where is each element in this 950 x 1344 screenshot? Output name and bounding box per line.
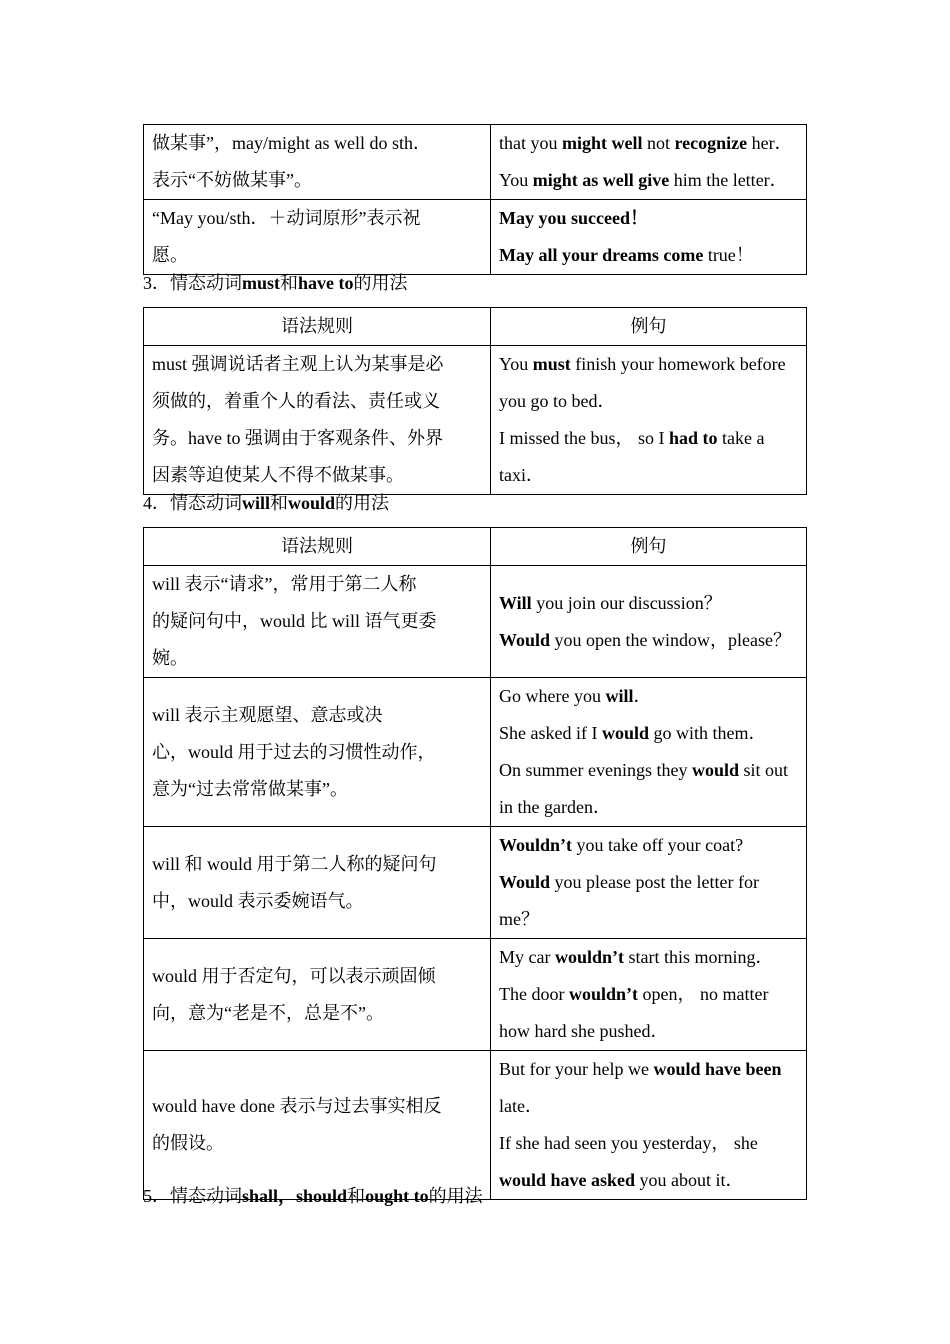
text-run: that you <box>499 133 562 153</box>
text-run: start this morning． <box>624 947 774 967</box>
text-run: She asked if I <box>499 723 602 743</box>
section-3-heading <box>143 271 408 295</box>
emphasis-text: ought to <box>365 1186 429 1206</box>
example-line <box>499 864 798 901</box>
text-run: sit out <box>739 760 789 780</box>
text-run: On summer evenings they <box>499 760 692 780</box>
emphasis-text: recognize <box>674 133 748 153</box>
example-line <box>499 420 798 457</box>
example-line <box>499 789 798 826</box>
text-run: My car <box>499 947 555 967</box>
text-run: I missed the bus， so I <box>499 428 669 448</box>
text-run: 5．情态动词 <box>143 1186 242 1206</box>
text-run: 和 <box>270 493 289 513</box>
table-will-would <box>143 527 807 1200</box>
text-run: how hard she pushed． <box>499 1021 669 1041</box>
emphasis-text: will <box>605 686 634 706</box>
table-may-might <box>143 124 807 275</box>
example-cell <box>491 1051 807 1200</box>
rule-line: 愿。 <box>152 245 188 265</box>
emphasis-text: would <box>288 493 336 513</box>
table-row <box>144 678 807 827</box>
text-run: You <box>499 170 533 190</box>
emphasis-text: have to <box>298 273 354 293</box>
rule-line: 须做的，着重个人的看法、责任或义 <box>152 391 440 411</box>
example-line <box>499 237 798 274</box>
rule-line: “May you/sth．＋动词原形”表示祝 <box>152 208 421 228</box>
example-line <box>499 901 798 938</box>
text-run: you open the window，please？ <box>550 629 791 650</box>
rule-line: 的假设。 <box>152 1133 224 1153</box>
rule-line: 向，意为“老是不，总是不”。 <box>152 1002 384 1023</box>
table-row <box>144 125 807 200</box>
table-row <box>144 1051 807 1200</box>
column-header-example: 例句 <box>491 528 807 566</box>
rule-cell <box>144 827 491 939</box>
rule-line: would have done 表示与过去事实相反 <box>152 1096 442 1116</box>
table-header-row <box>144 528 807 566</box>
emphasis-text: must <box>532 354 571 374</box>
rule-line: 心，would 用于过去的习惯性动作， <box>152 741 436 762</box>
example-line <box>499 715 798 752</box>
table-row <box>144 827 807 939</box>
example-line <box>499 827 798 864</box>
text-run: take a <box>717 428 765 448</box>
section-5-heading <box>143 1184 483 1208</box>
table-must-have-to <box>143 307 807 495</box>
text-run: Go where you <box>499 686 606 706</box>
rule-line: 因素等迫使某人不得不做某事。 <box>152 465 404 485</box>
example-line <box>499 1051 798 1088</box>
emphasis-text: will <box>242 493 271 513</box>
example-line <box>499 622 798 659</box>
rule-line: would 用于否定句，可以表示顽固倾 <box>152 965 436 986</box>
text-run: him the letter． <box>669 170 788 190</box>
text-run: You <box>499 354 533 374</box>
example-line <box>499 678 798 715</box>
emphasis-text: May you succeed！ <box>499 208 648 228</box>
text-run: finish your homework before <box>570 354 786 374</box>
text-run: ． <box>633 686 652 706</box>
example-cell <box>491 566 807 678</box>
example-cell <box>491 125 807 200</box>
example-line <box>499 1162 798 1199</box>
rule-cell <box>144 346 491 495</box>
text-run: But for your help we <box>499 1059 654 1079</box>
rule-cell <box>144 200 491 275</box>
emphasis-text: Wouldn’t <box>499 835 573 855</box>
text-run: in the garden． <box>499 797 611 817</box>
text-run: taxi． <box>499 465 544 485</box>
example-cell <box>491 939 807 1051</box>
emphasis-text: might as well give <box>532 170 670 190</box>
column-header-example: 例句 <box>491 308 807 346</box>
text-run: me？ <box>499 909 539 929</box>
text-run: 3．情态动词 <box>143 273 242 293</box>
text-run: late． <box>499 1096 543 1116</box>
emphasis-text: wouldn’t <box>554 947 625 967</box>
rule-line: 表示“不妨做某事”。 <box>152 170 312 190</box>
column-header-rule: 语法规则 <box>144 308 491 346</box>
text-run: not <box>642 133 675 153</box>
table-header-row <box>144 308 807 346</box>
rule-line: 务。have to 强调由于客观条件、外界 <box>152 428 443 448</box>
example-line <box>499 1088 798 1125</box>
example-line <box>499 585 798 622</box>
section-4-heading <box>143 491 389 515</box>
text-run: true！ <box>703 245 754 265</box>
table-row <box>144 939 807 1051</box>
example-cell <box>491 827 807 939</box>
example-cell <box>491 200 807 275</box>
text-run: 的用法 <box>428 1186 483 1206</box>
rule-line: 做某事”，may/might as well do sth． <box>152 133 431 153</box>
emphasis-text: would have been <box>653 1059 782 1079</box>
text-run: you about it． <box>635 1170 744 1190</box>
rule-line: 意为“过去常常做某事”。 <box>152 778 348 799</box>
rule-line: will 表示主观愿望、意志或决 <box>152 704 383 725</box>
table-row <box>144 566 807 678</box>
example-line <box>499 752 798 789</box>
emphasis-text: must <box>242 273 281 293</box>
text-run: go with them． <box>649 723 767 743</box>
text-run: you take off your coat? <box>572 835 744 855</box>
rule-cell <box>144 566 491 678</box>
text-run: open， no matter <box>638 984 769 1004</box>
table-row <box>144 200 807 275</box>
emphasis-text: Would <box>499 872 551 892</box>
example-line <box>499 383 798 420</box>
rule-line: must 强调说话者主观上认为某事是必 <box>152 354 444 374</box>
text-run: her． <box>747 133 793 153</box>
emphasis-text: Would <box>499 629 551 650</box>
text-run: 的用法 <box>335 493 390 513</box>
text-run: 和 <box>280 273 299 293</box>
example-line <box>499 1013 798 1050</box>
column-header-rule: 语法规则 <box>144 528 491 566</box>
example-line <box>499 976 798 1013</box>
emphasis-text: Will <box>499 592 532 613</box>
rule-cell <box>144 678 491 827</box>
example-cell <box>491 678 807 827</box>
emphasis-text: shall，should <box>242 1186 348 1206</box>
rule-cell <box>144 125 491 200</box>
example-line <box>499 162 798 199</box>
example-line <box>499 346 798 383</box>
emphasis-text: would <box>691 760 739 780</box>
emphasis-text: wouldn’t <box>568 984 639 1004</box>
text-run: you join our discussion？ <box>531 592 722 613</box>
rule-line: will 和 would 用于第二人称的疑问句 <box>152 853 437 874</box>
emphasis-text: would <box>601 723 650 743</box>
table-row <box>144 346 807 495</box>
text-run: you please post the letter for <box>550 872 759 892</box>
text-run: 和 <box>347 1186 366 1206</box>
rule-line: 的疑问句中，would 比 will 语气更委 <box>152 611 437 631</box>
emphasis-text: had to <box>669 428 718 448</box>
example-line <box>499 1125 798 1162</box>
text-run: If she had seen you yesterday， she <box>499 1133 758 1153</box>
example-cell <box>491 346 807 495</box>
text-run: 4．情态动词 <box>143 493 242 513</box>
example-line <box>499 457 798 494</box>
text-run: The door <box>499 984 569 1004</box>
example-line <box>499 200 798 237</box>
emphasis-text: might well <box>562 133 643 153</box>
rule-line: 婉。 <box>152 648 188 668</box>
text-run: you go to bed． <box>499 391 616 411</box>
example-line <box>499 125 798 162</box>
emphasis-text: May all your dreams come <box>499 245 704 265</box>
example-line <box>499 939 798 976</box>
rule-line: will 表示“请求”，常用于第二人称 <box>152 574 417 594</box>
text-run: 的用法 <box>353 273 408 293</box>
rule-line: 中，would 表示委婉语气。 <box>152 890 364 911</box>
rule-cell <box>144 1051 491 1200</box>
emphasis-text: would have asked <box>499 1170 636 1190</box>
rule-cell <box>144 939 491 1051</box>
